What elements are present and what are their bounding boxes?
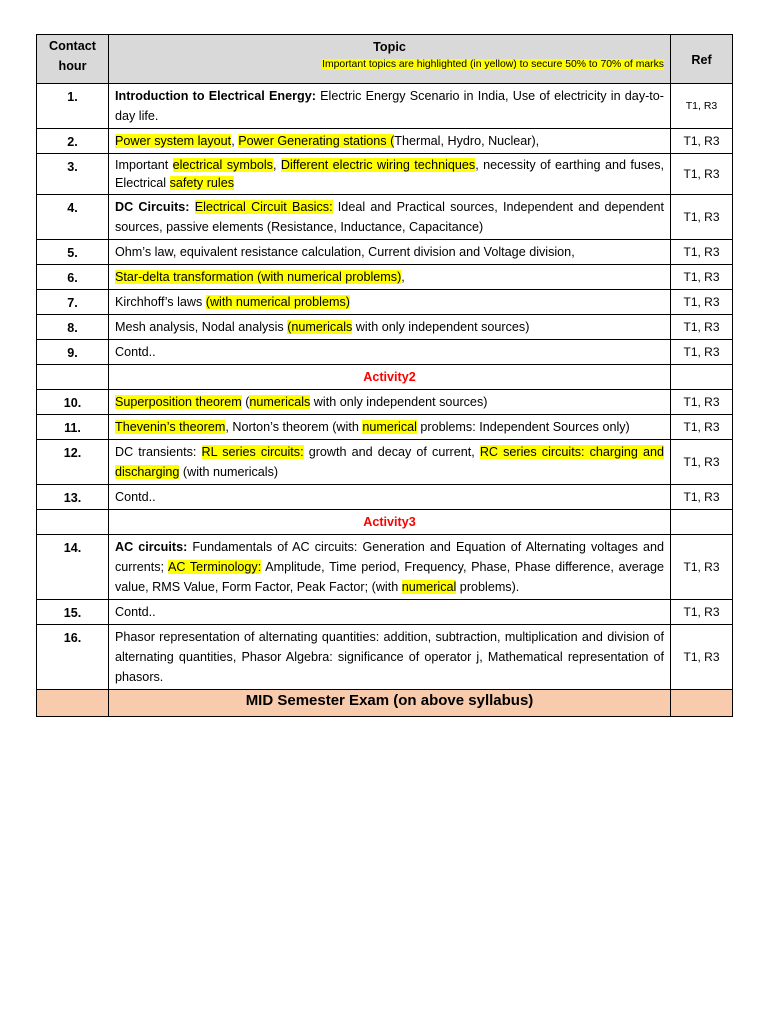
activity-label: Activity2 [109, 365, 671, 390]
row-number: 8. [37, 315, 109, 340]
table-row [37, 415, 733, 440]
ref-cell: T1, R3 [671, 195, 733, 240]
ref-cell: T1, R3 [671, 340, 733, 365]
row-number: 3. [37, 154, 109, 195]
topic-cell: Contd.. [109, 485, 671, 510]
row-number: 5. [37, 240, 109, 265]
table-row [37, 485, 733, 510]
activity-row [37, 365, 733, 390]
topic-cell: Thevenin’s theorem, Norton’s theorem (with numerical problems: Independent Sources only) [109, 415, 671, 440]
table-row [37, 84, 733, 129]
ref-cell: T1, R3 [671, 440, 733, 485]
ref-cell: T1, R3 [671, 625, 733, 690]
row-number: 11. [37, 415, 109, 440]
table-row [37, 195, 733, 240]
table-row [37, 390, 733, 415]
topic-cell: Mesh analysis, Nodal analysis (numericals with only independent sources) [109, 315, 671, 340]
table-row [37, 240, 733, 265]
topic-cell: DC Circuits: Electrical Circuit Basics: Ideal and Practical sources, Independent and dependent sources, passive elements (Resistance, Inductance, Capacitance) [109, 195, 671, 240]
activity-row [37, 510, 733, 535]
topic-cell: Power system layout, Power Generating stations (Thermal, Hydro, Nuclear), [109, 129, 671, 154]
ref-cell: T1, R3 [671, 265, 733, 290]
table-row [37, 625, 733, 690]
highlight-note: Important topics are highlighted (in yellow) to secure 50% to 70% of marks [322, 59, 664, 70]
row-number: 2. [37, 129, 109, 154]
row-number: 9. [37, 340, 109, 365]
row-number: 15. [37, 600, 109, 625]
ref-cell: T1, R3 [671, 84, 733, 129]
topic-cell: Phasor representation of alternating quantities: addition, subtraction, multiplication and division of alternating quantities, Phasor Algebra: significance of operator j, Mathematical representation of phasors. [109, 625, 671, 690]
row-number: 7. [37, 290, 109, 315]
ref-header: Ref [671, 35, 733, 84]
table-row [37, 265, 733, 290]
table-row [37, 600, 733, 625]
ref-cell: T1, R3 [671, 415, 733, 440]
mid-semester-exam: MID Semester Exam (on above syllabus) [109, 690, 671, 717]
topic-cell: Star-delta transformation (with numerical problems), [109, 265, 671, 290]
topic-cell: Contd.. [109, 600, 671, 625]
activity-label: Activity3 [109, 510, 671, 535]
ref-cell: T1, R3 [671, 485, 733, 510]
contact-hour-header: Contact hour [37, 35, 109, 84]
header-row [37, 35, 733, 84]
topic-cell: Important electrical symbols, Different electric wiring techniques, necessity of earthing and fuses, Electrical safety rules [109, 154, 671, 195]
ref-cell: T1, R3 [671, 290, 733, 315]
row-number: 10. [37, 390, 109, 415]
ref-cell: T1, R3 [671, 129, 733, 154]
table-row [37, 315, 733, 340]
topic-header [109, 35, 671, 84]
ref-cell: T1, R3 [671, 600, 733, 625]
ref-cell: T1, R3 [671, 315, 733, 340]
ref-cell: T1, R3 [671, 154, 733, 195]
ref-cell: T1, R3 [671, 240, 733, 265]
topic-cell: Kirchhoff’s laws (with numerical problems) [109, 290, 671, 315]
row-number: 14. [37, 535, 109, 600]
table-row [37, 340, 733, 365]
ref-cell: T1, R3 [671, 535, 733, 600]
syllabus-table [36, 34, 733, 717]
row-number: 12. [37, 440, 109, 485]
topic-cell: AC circuits: Fundamentals of AC circuits: Generation and Equation of Alternating voltages and currents; AC Terminology: Amplitude, Time period, Frequency, Phase, Phase difference, average value, RMS Value, Form Factor, Peak Factor; (with numerical problems). [109, 535, 671, 600]
table-row [37, 290, 733, 315]
row-number: 1. [37, 84, 109, 129]
row-number: 13. [37, 485, 109, 510]
ref-cell: T1, R3 [671, 390, 733, 415]
topic-cell: Ohm’s law, equivalent resistance calculation, Current division and Voltage division, [109, 240, 671, 265]
table-row [37, 154, 733, 195]
topic-cell: Introduction to Electrical Energy: Electric Energy Scenario in India, Use of electricity in day-to-day life. [109, 84, 671, 129]
table-row [37, 535, 733, 600]
row-number: 16. [37, 625, 109, 690]
topic-cell: Contd.. [109, 340, 671, 365]
table-row [37, 440, 733, 485]
topic-cell: DC transients: RL series circuits: growth and decay of current, RC series circuits: charging and discharging (with numericals) [109, 440, 671, 485]
exam-row [37, 690, 733, 717]
topic-cell: Superposition theorem (numericals with only independent sources) [109, 390, 671, 415]
row-number: 6. [37, 265, 109, 290]
row-number: 4. [37, 195, 109, 240]
table-row [37, 129, 733, 154]
topic-header-label: Topic [373, 40, 406, 54]
